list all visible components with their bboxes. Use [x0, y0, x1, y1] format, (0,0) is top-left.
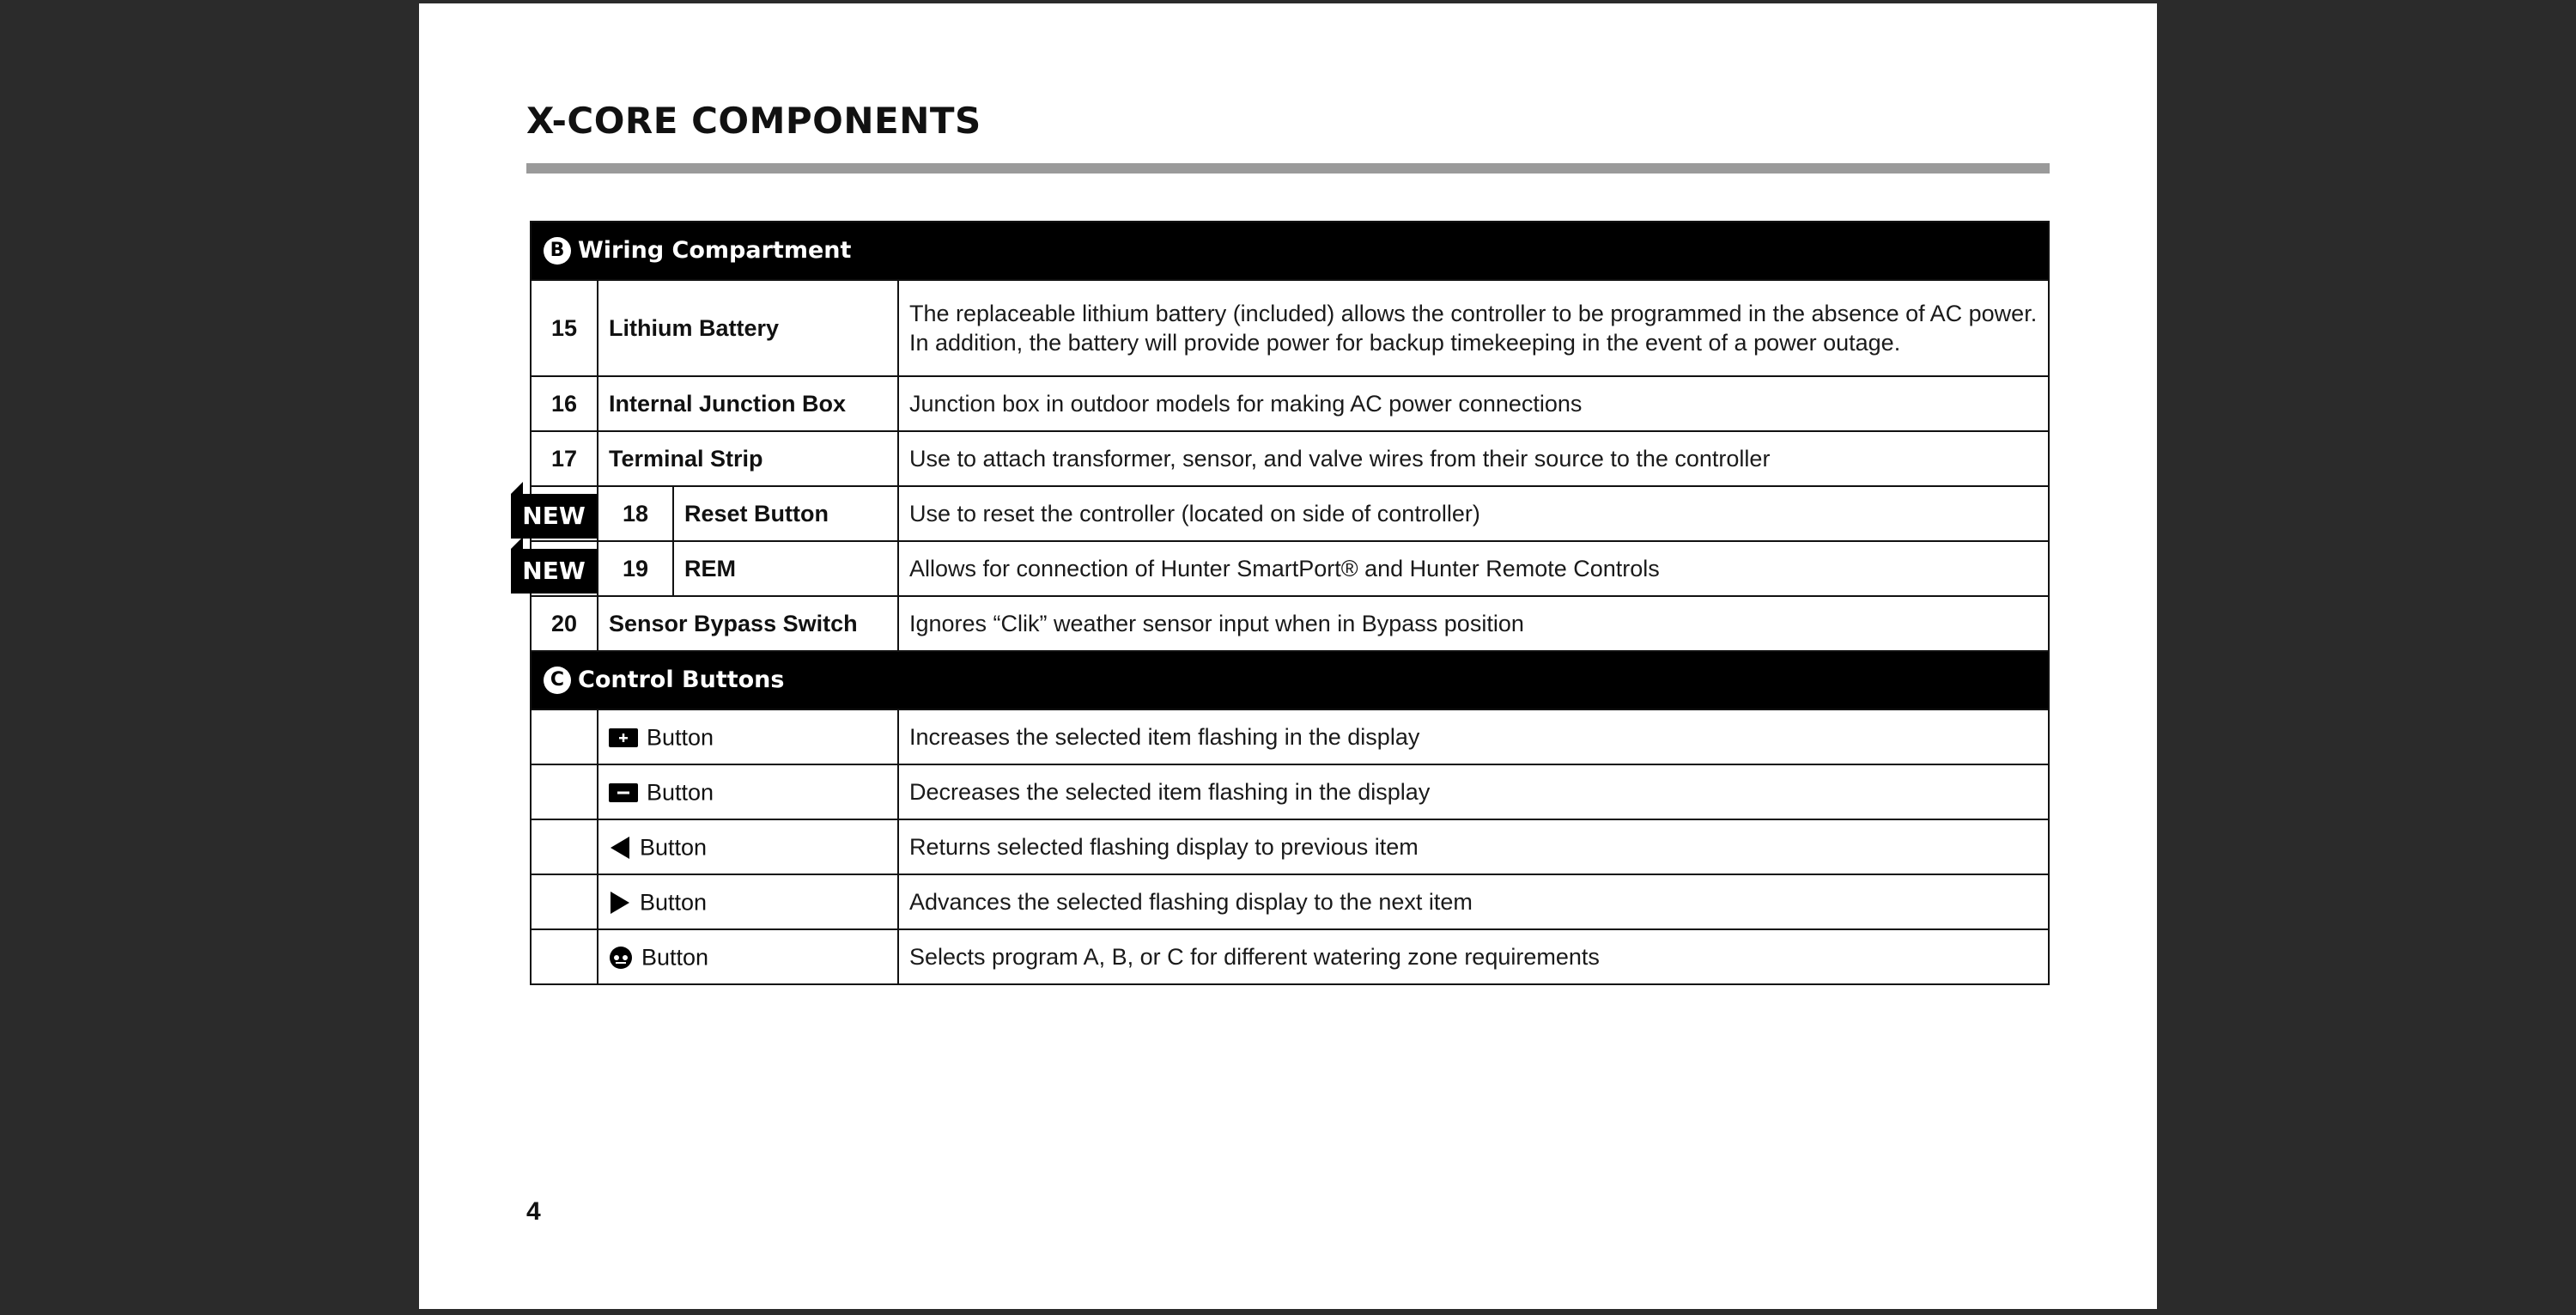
page-title: X-CORE COMPONENTS	[526, 100, 981, 142]
item-number: 16	[531, 376, 598, 431]
item-name: Internal Junction Box	[598, 376, 898, 431]
item-description: Junction box in outdoor models for making AC power connections	[898, 376, 2049, 431]
item-name: Reset Button	[673, 486, 898, 541]
section-letter-b: B	[544, 237, 571, 265]
button-label: Button	[640, 889, 708, 916]
left-arrow-icon	[609, 835, 631, 861]
item-name: REM	[673, 541, 898, 596]
title-rule	[526, 163, 2050, 174]
item-description: Decreases the selected item flashing in the display	[898, 764, 2049, 819]
empty-cell	[531, 709, 598, 764]
item-name: Terminal Strip	[598, 431, 898, 486]
empty-cell	[531, 819, 598, 874]
section-header-control	[531, 651, 2049, 709]
button-label: Button	[640, 834, 708, 861]
item-number: 19	[598, 541, 673, 596]
table-row	[531, 376, 2049, 431]
section-title-wiring: Wiring Compartment	[578, 236, 852, 264]
item-name: Lithium Battery	[598, 280, 898, 376]
right-arrow-icon	[609, 890, 631, 916]
item-description: The replaceable lithium battery (included) allows the controller to be programmed in the absence of AC power. In addition, the battery will provide power for backup timekeeping in the event of a power outage.	[898, 280, 2049, 376]
components-table	[530, 221, 2050, 985]
item-number: 15	[531, 280, 598, 376]
minus-icon	[609, 783, 638, 802]
table-row	[531, 709, 2049, 764]
item-description: Selects program A, B, or C for different watering zone requirements	[898, 929, 2049, 984]
empty-cell	[531, 874, 598, 929]
item-number: 20	[531, 596, 598, 651]
item-description: Use to attach transformer, sensor, and valve wires from their source to the controller	[898, 431, 2049, 486]
empty-cell	[531, 764, 598, 819]
button-cell	[598, 709, 898, 764]
item-number: 17	[531, 431, 598, 486]
section-letter-c: C	[544, 667, 571, 694]
empty-cell	[531, 929, 598, 984]
item-description: Returns selected flashing display to previous item	[898, 819, 2049, 874]
program-icon	[609, 946, 633, 970]
table-row	[531, 764, 2049, 819]
document-page	[419, 3, 2157, 1309]
table-row	[531, 596, 2049, 651]
new-badge: NEW	[511, 549, 597, 594]
table-row	[531, 819, 2049, 874]
button-cell	[598, 764, 898, 819]
item-description: Allows for connection of Hunter SmartPort® and Hunter Remote Controls	[898, 541, 2049, 596]
button-label: Button	[647, 779, 714, 806]
table-row	[531, 280, 2049, 376]
item-description: Increases the selected item flashing in the display	[898, 709, 2049, 764]
button-cell	[598, 819, 898, 874]
table-row	[531, 874, 2049, 929]
button-label: Button	[641, 944, 709, 971]
page-number: 4	[526, 1197, 541, 1226]
button-cell	[598, 929, 898, 984]
new-badge: NEW	[511, 494, 597, 539]
item-number: 18	[598, 486, 673, 541]
table-row	[531, 486, 2049, 541]
table-row	[531, 541, 2049, 596]
section-header-wiring	[531, 222, 2049, 280]
item-description: Use to reset the controller (located on side of controller)	[898, 486, 2049, 541]
button-label: Button	[647, 724, 714, 751]
item-description: Advances the selected flashing display to the next item	[898, 874, 2049, 929]
item-name: Sensor Bypass Switch	[598, 596, 898, 651]
item-description: Ignores “Clik” weather sensor input when in Bypass position	[898, 596, 2049, 651]
button-cell	[598, 874, 898, 929]
table-row	[531, 431, 2049, 486]
plus-icon	[609, 728, 638, 747]
table-row	[531, 929, 2049, 984]
section-title-control: Control Buttons	[578, 666, 785, 693]
